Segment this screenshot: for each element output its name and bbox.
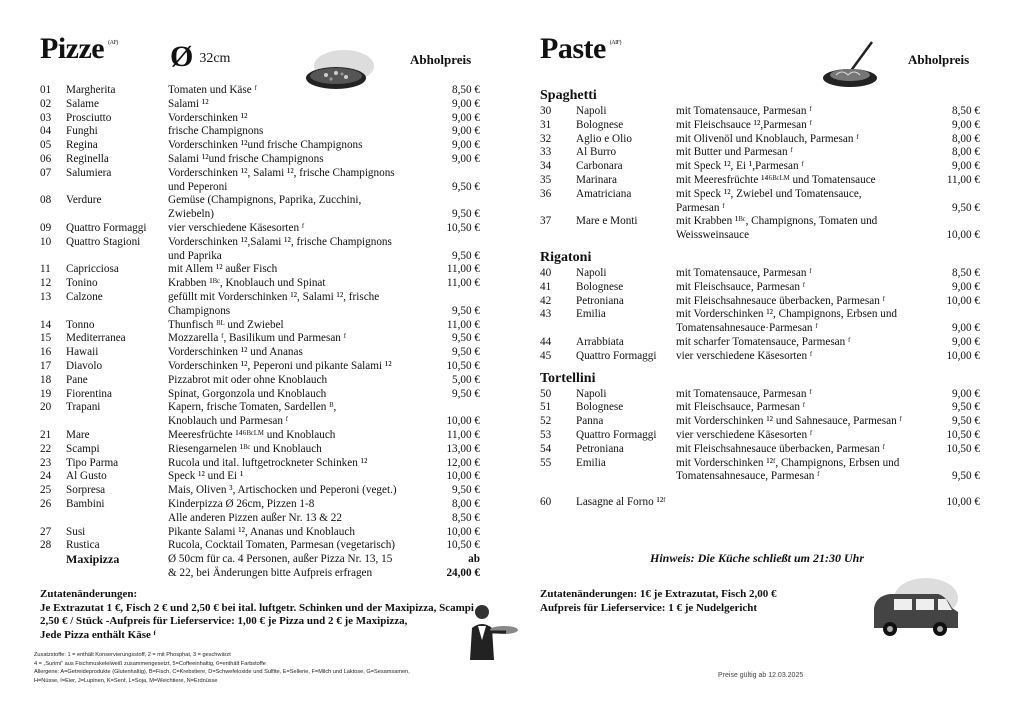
pasta-description: mit Fleischsauce, Parmesan ᶠ <box>676 401 806 414</box>
pasta-number: 34 <box>540 160 552 173</box>
pasta-name: Napoli <box>576 387 607 400</box>
pizza-description: Vorderschinken ¹² und Ananas <box>168 346 303 359</box>
pizza-number: 08 <box>40 194 52 207</box>
pasta-item <box>540 146 980 160</box>
pizza-name: Quattro Formaggi <box>66 221 147 234</box>
pasta-name: Napoli <box>576 105 607 117</box>
pasta-number: 33 <box>540 146 552 159</box>
pasta-number: 60 <box>540 496 552 509</box>
pizza-item <box>40 125 480 139</box>
pizza-name: Reginella <box>66 152 109 165</box>
pizza-price: 9,50 € <box>452 387 480 400</box>
pizza-abholpreis-header: Abholpreis <box>410 52 472 67</box>
pizza-number: 10 <box>40 235 52 248</box>
pasta-item <box>540 350 980 364</box>
pizza-price: 9,00 € <box>452 111 480 124</box>
pizza-number: 15 <box>40 332 52 345</box>
pasta-description: vier verschiedene Käsesorten ᶠ <box>676 349 813 362</box>
maxipizza-price <box>420 553 480 581</box>
pizza-item <box>40 84 480 98</box>
pasta-item <box>540 188 980 216</box>
pizza-name: Tipo Parma <box>66 456 119 469</box>
pizza-name: Salumiera <box>66 166 112 179</box>
pasta-description: mit Meeresfrüchte ¹⁴⁶ᴮᶜᴸᴹ und Tomatensauce <box>676 173 876 186</box>
pizza-price: 11,00 € <box>446 277 480 290</box>
pasta-item <box>540 415 980 429</box>
pasta-item <box>540 457 980 485</box>
pasta-number: 40 <box>540 266 552 279</box>
pizza-price: 11,00 € <box>446 318 480 331</box>
pizza-list <box>40 84 480 581</box>
pasta-number: 31 <box>540 118 552 131</box>
pasta-name: Bolognese <box>576 401 624 414</box>
pizza-number: 04 <box>40 125 52 138</box>
pizza-item <box>40 388 480 402</box>
pasta-number: 54 <box>540 442 552 455</box>
pasta-item <box>540 133 980 147</box>
pizza-description: Riesengarnelen ¹ᴮᶜ und Knoblauch <box>168 442 322 455</box>
pizza-size: Ø 32cm <box>170 40 231 73</box>
pizza-price: 10,00 € <box>446 470 480 483</box>
pizza-description: Alle anderen Pizzen außer Nr. 13 & 22 <box>168 511 342 524</box>
pizza-price: 5,00 € <box>452 373 480 386</box>
pizza-description: Tomaten und Käse ᶠ <box>168 84 257 96</box>
pizza-item <box>40 139 480 153</box>
pizza-item <box>40 236 480 264</box>
pasta-name: Petroniana <box>576 442 624 455</box>
pasta-plate-icon <box>820 40 882 92</box>
pizza-name <box>66 512 168 526</box>
pizza-name: Fiorentina <box>66 387 112 400</box>
pizza-number: 02 <box>40 97 52 110</box>
pasta-description: mit Fleischsauce ¹²,Parmesan ᶠ <box>676 118 812 131</box>
pasta-description: mit Vorderschinken ¹², Champignons, Erbsen und Tomatensahnesauce·Parmesan ᶠ <box>676 308 898 335</box>
pizza-description: vier verschiedene Käsesorten ᶠ <box>168 221 305 234</box>
pizza-price: 12,00 € <box>446 456 480 469</box>
pizza-item <box>40 429 480 443</box>
pizza-number: 11 <box>40 263 51 276</box>
pizza-price: 9,00 € <box>452 97 480 110</box>
pizza-price: 11,00 € <box>446 263 480 276</box>
pizza-item <box>40 263 480 277</box>
pasta-item <box>540 160 980 174</box>
pasta-description: mit Tomatensauce, Parmesan ᶠ <box>676 266 812 279</box>
pasta-list <box>540 88 980 510</box>
pasta-number: 36 <box>540 187 552 200</box>
pizza-price: 9,00 € <box>452 139 480 152</box>
pizza-description: frische Champignons <box>168 125 264 138</box>
pasta-number: 35 <box>540 173 552 186</box>
pasta-price: 10,00 € <box>946 349 980 362</box>
pasta-number: 44 <box>540 335 552 348</box>
pizza-description: Vorderschinken ¹², Peperoni und pikante Salami ¹² <box>168 359 392 372</box>
pasta-number: 41 <box>540 280 552 293</box>
pizza-name: Tonino <box>66 277 98 290</box>
delivery-car-icon <box>866 572 966 642</box>
pasta-number: 30 <box>540 105 552 117</box>
pasta-description: mit scharfer Tomatensauce, Parmesan ᶠ <box>676 335 851 348</box>
pasta-description: mit Fleischsahnesauce überbacken, Parmesan ᶠ <box>676 442 885 455</box>
pasta-item <box>540 119 980 133</box>
pizza-description: Krabben ¹ᴮᶜ, Knoblauch und Spinat <box>168 277 326 290</box>
pizza-name: Tonno <box>66 318 95 331</box>
pizza-price: 8,50 € <box>452 511 480 524</box>
lasagne-price: 10,00 € <box>946 496 980 509</box>
pizza-description: gefüllt mit Vorderschinken ¹², Salami ¹², frische Champignons <box>168 290 380 317</box>
pasta-abholpreis-header: Abholpreis <box>908 52 970 67</box>
pizza-item <box>40 470 480 484</box>
pizza-name: Funghi <box>66 125 98 138</box>
pizza-name: Hawaii <box>66 346 99 359</box>
pizza-name: Capricciosa <box>66 263 119 276</box>
price-validity: Preise gültig ab 12.03.2025 <box>718 672 804 679</box>
pasta-number: 45 <box>540 349 552 362</box>
pasta-description: mit Tomatensauce, Parmesan ᶠ <box>676 105 812 117</box>
lasagne-name: Lasagne al Forno ¹²ᶠ <box>576 496 666 509</box>
pasta-item <box>540 174 980 188</box>
pasta-price: 8,00 € <box>952 146 980 159</box>
pizza-description: Vorderschinken ¹²,Salami ¹², frische Champignons und Paprika <box>168 235 392 262</box>
pizza-number: 27 <box>40 525 52 538</box>
pizza-number: 20 <box>40 401 52 414</box>
pizza-price: 13,00 € <box>446 442 480 455</box>
pasta-price: 9,00 € <box>952 335 980 348</box>
pizza-description: Kinderpizza Ø 26cm, Pizzen 1-8 <box>168 497 315 510</box>
pizza-number: 22 <box>40 442 52 455</box>
notes-title: Zutatenänderungen: <box>40 588 138 600</box>
pasta-title: Paste $^{(AIF)}$ <box>540 32 621 65</box>
pizza-name: Trapani <box>66 401 101 414</box>
pizza-price: 8,50 € <box>452 84 480 96</box>
pasta-item <box>540 215 980 243</box>
pizza-item <box>40 194 480 222</box>
pasta-price: 9,00 € <box>952 322 980 335</box>
pizza-item <box>40 512 480 526</box>
pizza-price: 10,00 € <box>446 415 480 428</box>
pasta-description: mit Speck ¹², Ei ¹,Parmesan ᶠ <box>676 160 804 173</box>
pasta-price: 11,00 € <box>946 173 980 186</box>
pizza-number: 06 <box>40 152 52 165</box>
pizza-number: 25 <box>40 484 52 497</box>
pizza-price: 10,50 € <box>446 221 480 234</box>
kitchen-hours-note: Hinweis: Die Küche schließt um 21:30 Uhr <box>650 551 865 565</box>
pasta-number: 50 <box>540 387 552 400</box>
pizza-name: Al Gusto <box>66 470 107 483</box>
pasta-number: 32 <box>540 132 552 145</box>
pasta-description: mit Tomatensauce, Parmesan ᶠ <box>676 387 812 400</box>
pizza-name: Pane <box>66 373 88 386</box>
pasta-number: 55 <box>540 456 552 469</box>
pizza-item <box>40 374 480 388</box>
pizza-name: Calzone <box>66 290 103 303</box>
pizza-name: Salame <box>66 97 99 110</box>
pasta-price: 8,50 € <box>952 266 980 279</box>
pasta-name: Arrabbiata <box>576 335 624 348</box>
pizza-description: Salami ¹²und frische Champignons <box>168 152 324 165</box>
pasta-description: mit Olivenöl und Knoblauch, Parmesan ᶠ <box>676 132 859 145</box>
pasta-item <box>540 388 980 402</box>
lasagne-item <box>540 496 980 510</box>
pizza-price: 9,00 € <box>452 125 480 138</box>
pasta-price: 9,00 € <box>952 160 980 173</box>
pizza-number: 09 <box>40 221 52 234</box>
pizza-name: Regina <box>66 139 98 152</box>
pasta-number: 42 <box>540 294 552 307</box>
pizza-description: Meeresfrüchte ¹⁴⁶ᴮᶜᴸᴹ und Knoblauch <box>168 428 336 441</box>
pasta-name: Emilia <box>576 456 606 469</box>
pasta-price: 9,50 € <box>952 415 980 428</box>
pizza-name: Verdure <box>66 194 102 207</box>
additives-allergens: Zusatzstoffe: 1 = enthält Konservierungsstoff, 2 = mit Phosphat, 3 = geschwärzt 4 = „Surimi“ aus Fischmuskeleiweiß zusammengesetzt, 5=Coffeeinhaltig, 6=enthält Farbstoffe Allergene: A=Getreideprodukte (Glutenhaltig), B=Fisch, C=Krebstiere, D=Schwefeloxide und Sulfite, E=Sellerie, F=Milch und Laktose, G=Sesamsamen, H=Nüsse, I=Eier, J=Lupinen, K=Senf, L=Soja, M=Weichtiere, N=Erdnüsse <box>34 652 410 684</box>
pizza-item <box>40 360 480 374</box>
pizza-name: Susi <box>66 525 86 538</box>
pizza-item <box>40 401 480 429</box>
pasta-name: Panna <box>576 415 604 428</box>
pizza-description: Speck ¹² und Ei ¹ <box>168 470 244 483</box>
pizza-name: Scampi <box>66 442 100 455</box>
pasta-name: Al Burro <box>576 146 617 159</box>
pizza-price: 9,50 € <box>452 346 480 359</box>
pasta-name: Quattro Formaggi <box>576 428 657 441</box>
pizza-price: 10,50 € <box>446 359 480 372</box>
pasta-item <box>540 267 980 281</box>
pasta-description: mit Fleischsauce, Parmesan ᶠ <box>676 280 806 293</box>
pizza-name: Bambini <box>66 497 105 510</box>
maxipizza-price-prefix: ab <box>468 553 480 566</box>
pizza-price: 9,50 € <box>452 180 480 193</box>
pasta-description: mit Fleischsahnesauce überbacken, Parmesan ᶠ <box>676 294 885 307</box>
pizza-number: 28 <box>40 539 52 552</box>
maxipizza-price-value: 24,00 € <box>446 566 480 579</box>
pizza-description: Pizzabrot mit oder ohne Knoblauch <box>168 373 328 386</box>
pizza-description: Pikante Salami ¹², Ananas und Knoblauch <box>168 525 355 538</box>
pizza-description: Mozzarella ᶠ, Basilikum und Parmesan ᶠ <box>168 332 347 345</box>
pizza-price: 10,00 € <box>446 525 480 538</box>
pizza-number: 01 <box>40 84 52 96</box>
pasta-item <box>540 295 980 309</box>
pasta-name: Quattro Formaggi <box>576 349 657 362</box>
pasta-price: 9,00 € <box>952 118 980 131</box>
pizza-item <box>40 332 480 346</box>
pasta-section-title: Rigatoni <box>540 249 592 265</box>
maxipizza-name: Maxipizza <box>66 552 120 567</box>
pasta-price: 9,50 € <box>952 401 980 414</box>
pizza-item <box>40 98 480 112</box>
pizza-description: Rucola und ital. luftgetrockneter Schinken ¹² <box>168 456 368 469</box>
pasta-name: Mare e Monti <box>576 215 638 228</box>
pizza-number: 17 <box>40 359 52 372</box>
pizza-number: 12 <box>40 277 52 290</box>
pizza-number: 16 <box>40 346 52 359</box>
pizza-item <box>40 443 480 457</box>
pizza-item <box>40 526 480 540</box>
pasta-item <box>540 281 980 295</box>
pizza-name: Mare <box>66 428 90 441</box>
pizza-item <box>40 457 480 471</box>
pizza-title: Pizze $^{(AF)}$ <box>40 32 118 65</box>
pizza-number: 07 <box>40 166 52 179</box>
maxipizza-item <box>40 553 480 581</box>
pasta-price: 8,00 € <box>952 132 980 145</box>
pizza-number <box>40 512 66 526</box>
pasta-number: 51 <box>540 401 552 414</box>
pizza-item <box>40 539 480 553</box>
pasta-name: Amatriciana <box>576 187 632 200</box>
pasta-name: Bolognese <box>576 280 624 293</box>
pizza-item <box>40 346 480 360</box>
pasta-number: 37 <box>540 215 552 228</box>
pasta-price: 9,50 € <box>952 201 980 214</box>
pizza-number <box>40 553 66 581</box>
pizza-price: 9,50 € <box>452 208 480 221</box>
pasta-price: 10,50 € <box>946 442 980 455</box>
pizza-number: 14 <box>40 318 52 331</box>
pasta-name: Emilia <box>576 308 606 321</box>
pizza-name: Rustica <box>66 539 100 552</box>
pasta-item <box>540 105 980 119</box>
pizza-description: Rucola, Cocktail Tomaten, Parmesan (vegetarisch) <box>168 539 396 552</box>
pizza-number: 26 <box>40 497 52 510</box>
pasta-name: Aglio e Olio <box>576 132 632 145</box>
pasta-item <box>540 336 980 350</box>
pizza-number: 18 <box>40 373 52 386</box>
pasta-notes: Zutatenänderungen: 1€ je Extrazutat, Fisch 2,00 € Aufpreis für Lieferservice: 1 € je Nudelgericht <box>540 588 777 614</box>
pizza-description: Vorderschinken ¹²und frische Champignons <box>168 139 363 152</box>
pizza-number: 05 <box>40 139 52 152</box>
pizza-name: Diavolo <box>66 359 103 372</box>
pasta-item <box>540 308 980 336</box>
pasta-name: Bolognese <box>576 118 624 131</box>
pasta-price: 9,50 € <box>952 470 980 483</box>
pizza-number: 24 <box>40 470 52 483</box>
pasta-price: 10,00 € <box>946 229 980 242</box>
pizza-number: 23 <box>40 456 52 469</box>
pizza-description: Thunfisch ᴮᴸ und Zwiebel <box>168 318 284 331</box>
pizza-name: Sorpresa <box>66 484 106 497</box>
pasta-description: mit Vorderschinken ¹² und Sahnesauce, Parmesan ᶠ <box>676 415 902 428</box>
pasta-description: mit Butter und Parmesan ᶠ <box>676 146 793 159</box>
pizza-description: Kapern, frische Tomaten, Sardellen ᴮ, Knoblauch und Parmesan ᶠ <box>168 401 337 428</box>
pizza-description: Spinat, Gorgonzola und Knoblauch <box>168 387 327 400</box>
pizza-number: 19 <box>40 387 52 400</box>
pasta-price: 8,50 € <box>952 105 980 117</box>
pasta-item <box>540 401 980 415</box>
pasta-price: 10,50 € <box>946 428 980 441</box>
pizza-item <box>40 153 480 167</box>
pizza-name: Margherita <box>66 84 116 96</box>
pasta-name: Carbonara <box>576 160 623 173</box>
pizza-name: Prosciutto <box>66 111 112 124</box>
pasta-price: 9,00 € <box>952 387 980 400</box>
pizza-description: Vorderschinken ¹² <box>168 111 248 124</box>
notes-text: Je Extrazutat 1 €, Fisch 2 € und 2,50 € bei ital. luftgetr. Schinken und der Maxipizza, Scampi 2,50 € / Stück -Aufpreis für Lieferservice: 1,00 € je Pizza und 2 € je Maxipizza, Jede Pizza enthält Käse ᶠ <box>40 601 474 641</box>
pasta-description: mit Krabben ¹ᴮᶜ, Champignons, Tomaten und Weissweinsauce <box>676 215 878 242</box>
pasta-number: 53 <box>540 428 552 441</box>
maxipizza-description: Ø 50cm für ca. 4 Personen, außer Pizza Nr. 13, 15 & 22, bei Änderungen bitte Aufpreis erfragen <box>168 553 393 579</box>
pizza-description: Mais, Oliven ³, Artischocken und Peperoni (veget.) <box>168 484 397 497</box>
pizza-price: 10,50 € <box>446 539 480 552</box>
pizza-price: 9,50 € <box>452 332 480 345</box>
pizza-description: Salami ¹² <box>168 97 209 110</box>
pasta-description: vier verschiedene Käsesorten ᶠ <box>676 428 813 441</box>
pizza-item <box>40 112 480 126</box>
pasta-item <box>540 429 980 443</box>
pasta-description: mit Vorderschinken ¹²ᶠ, Champignons, Erbsen und Tomatensahnesauce, Parmesan ᶠ <box>676 456 900 483</box>
pizza-price: 9,50 € <box>452 304 480 317</box>
pizza-number: 13 <box>40 290 52 303</box>
pasta-description: mit Speck ¹², Zwiebel und Tomatensauce, Parmesan ᶠ <box>676 187 862 214</box>
pizza-description: Vorderschinken ¹², Salami ¹², frische Champignons und Peperoni <box>168 166 395 193</box>
pizza-item <box>40 484 480 498</box>
pizza-item <box>40 277 480 291</box>
pasta-name: Petroniana <box>576 294 624 307</box>
pizza-price: 9,50 € <box>452 249 480 262</box>
pizza-number: 21 <box>40 428 52 441</box>
pizza-item <box>40 222 480 236</box>
pizza-name: Quattro Stagioni <box>66 235 141 248</box>
pizza-number: 03 <box>40 111 52 124</box>
pasta-section-title: Spaghetti <box>540 88 597 103</box>
pizza-item <box>40 291 480 319</box>
pasta-price: 9,00 € <box>952 280 980 293</box>
pizza-name: Mediterranea <box>66 332 126 345</box>
pasta-name: Marinara <box>576 173 617 186</box>
pasta-item <box>540 443 980 457</box>
pasta-number: 43 <box>540 308 552 321</box>
pasta-section-title: Tortellini <box>540 370 596 386</box>
pizza-description: Gemüse (Champignons, Paprika, Zucchini, Zwiebeln) <box>168 194 362 221</box>
pizza-item <box>40 319 480 333</box>
pizza-price: 9,00 € <box>452 152 480 165</box>
pasta-name: Napoli <box>576 266 607 279</box>
pizza-price: 8,00 € <box>452 497 480 510</box>
pizza-notes <box>40 588 480 642</box>
pizza-price: 9,50 € <box>452 484 480 497</box>
pasta-price: 10,00 € <box>946 294 980 307</box>
pizza-price: 11,00 € <box>446 428 480 441</box>
pizza-description: mit Allem ¹² außer Fisch <box>168 263 278 276</box>
pizza-item <box>40 498 480 512</box>
pizza-item <box>40 167 480 195</box>
pasta-number: 52 <box>540 415 552 428</box>
